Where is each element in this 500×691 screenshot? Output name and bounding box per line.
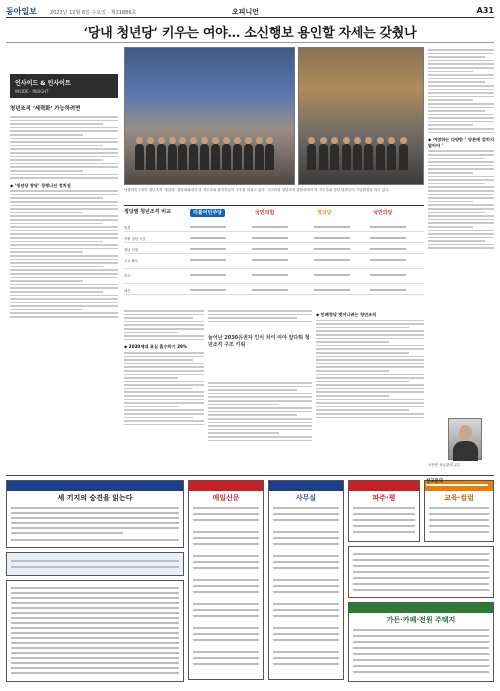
ad-education-title: 교육·컬럼 [444, 494, 474, 502]
section-name: 오피니언 [232, 8, 260, 16]
headline-divider [6, 42, 494, 43]
body-column-5 [428, 47, 494, 415]
ad-banner[interactable] [6, 552, 184, 576]
pull-quote: 늘어난 2030유권자 인식 차이 여야 앞다퉈 청년조직 구조 키워 [208, 335, 310, 348]
ad-column-a[interactable] [188, 480, 264, 680]
row-label: 청년 인원 [124, 248, 139, 252]
photo-rally-1[interactable] [124, 47, 295, 185]
body-column-4 [316, 308, 424, 472]
photo-crowd [132, 130, 287, 170]
table-title: 정당별 청년조직 비교 [124, 209, 171, 215]
body-column-2 [124, 308, 204, 472]
subhead-1: ◆ ‘청년당 창당’ 경쟁나선 정치권 [10, 182, 71, 188]
photo-caption [124, 188, 424, 193]
table-row [124, 285, 424, 295]
table-row [124, 270, 424, 284]
row-label: 명칭 [124, 226, 131, 230]
ad-garden-title: 가든·카페·전원 주택지 [386, 616, 456, 624]
party-header-3: 정의당 [317, 210, 332, 216]
ad-column-b[interactable] [268, 480, 344, 680]
page-number: A31 [476, 6, 494, 15]
photo-rally-2[interactable] [298, 47, 424, 185]
party-header-1: 더불어민주당 [190, 209, 225, 217]
article-headline[interactable]: ‘당내 청년당’ 키우는 여야… 소신행보 용인할 자세는 갖췄나 [83, 26, 417, 41]
body-column-3 [208, 380, 312, 472]
party-comparison-table [124, 205, 424, 305]
body-column-3-top [208, 308, 312, 334]
ad-paju[interactable] [348, 480, 420, 542]
table-row [124, 244, 424, 254]
subhead-2: ◆ 2030세대 표심 흡수하기 29% [124, 344, 188, 350]
ad-book-title: 세 기지의 숭견을 읽는다 [57, 494, 133, 502]
ad-a-title: 매일신문 [212, 494, 240, 502]
body-column-1 [10, 114, 118, 472]
row-label: 비고 [124, 274, 131, 278]
column-tag-sub: INSIDE · INSIGHT [15, 89, 49, 94]
ad-b-title: 사무실 [295, 494, 317, 502]
party-header-2: 국민의힘 [255, 210, 275, 216]
table-row [124, 255, 424, 269]
table-row [124, 233, 424, 243]
masthead [6, 4, 494, 18]
subhead-3: ◆ 민폐정당 벗어나려는 청년조직 [316, 312, 377, 317]
ad-inquiry-title: 상고문의 [426, 479, 443, 484]
table-row [124, 222, 424, 232]
photo-caption-2: 국민의힘 청년조직 출범식에서 당 지도부와 청년 당원들이 기념촬영을 하고 있다. [266, 188, 390, 192]
party-header-4: 국민의당 [373, 210, 393, 216]
photo-crowd-2 [304, 130, 418, 170]
ad-paju-title: 파주·평 [372, 494, 396, 502]
newspaper-logo[interactable]: 동아일보 [6, 6, 37, 16]
column-tag-label: 인사이드 & 인사이트 [15, 80, 71, 87]
column-section-title: 청년조직 ‘세력화’ 가능하려면 [10, 106, 81, 112]
ad-notice[interactable] [6, 580, 184, 682]
advertisement-zone [6, 475, 494, 685]
column-tag [10, 74, 118, 98]
author-byline: 조원빈 성균관대 교수 [428, 463, 461, 467]
row-label: 주요 활동 [124, 259, 139, 263]
author-portrait [448, 418, 482, 460]
row-label: 당원 청년 기준 [124, 237, 146, 241]
ad-grid[interactable] [348, 546, 494, 598]
issue-date: 2023년 12월 6일 수요일 · 제31886호 [50, 10, 137, 16]
ad-book[interactable] [6, 480, 184, 548]
row-label: 예산 [124, 289, 131, 293]
ad-garden[interactable] [348, 602, 494, 682]
photo-caption-1: 더불어민주당이 청년조직 ‘청년당’ 창당대회에서 당 지도부와 참석자들이 구호를 외치고 있다. [124, 188, 266, 192]
subhead-4: ◆ 여영하는 다양한 ‘ 당론에 갇히지 말아야 ’ [428, 137, 494, 148]
ad-education[interactable] [424, 480, 494, 542]
